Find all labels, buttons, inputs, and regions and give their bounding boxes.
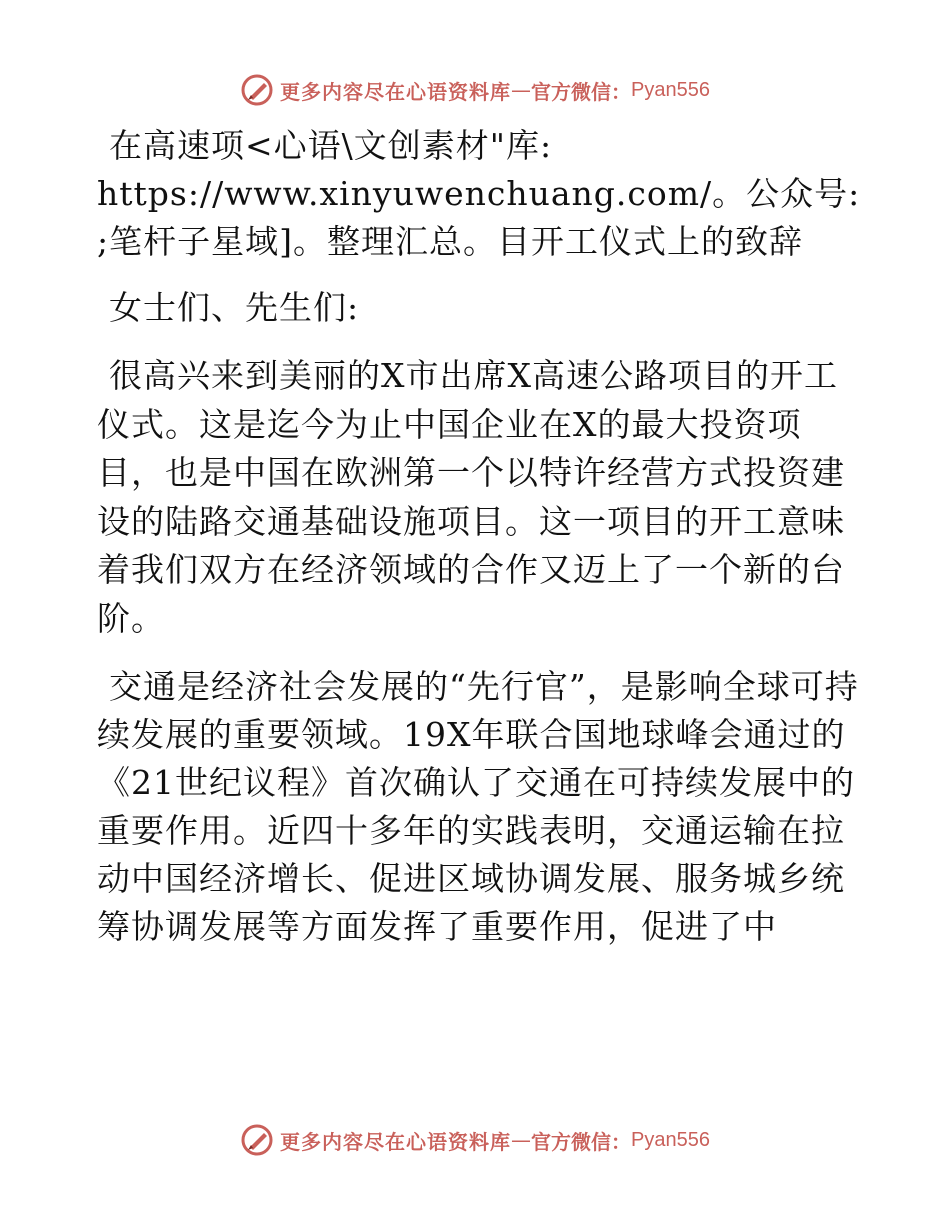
document-body	[97, 122, 867, 951]
banner-wechat-label: 官方微信：	[531, 1129, 632, 1154]
banner-main-text: 更多内容尽在心语资料库	[280, 79, 512, 104]
banner-separator: —	[511, 1128, 532, 1152]
paragraph-salutation: 女士们、先生们:	[109, 288, 360, 327]
pen-logo-icon	[240, 73, 274, 107]
paragraph-transport: 交通是经济社会发展的“先行官”，是影响全球可持续发展的重要领域。19X年联合国地球峰会通过的《21世纪议程》首次确认了交通在可持续发展中的重要作用。近四十多年的实践表明，交通运输在拉动中国经济增长、促进区域协调发展、服务城乡统筹协调发展等方面发挥了重要作用，促进了中	[97, 667, 859, 946]
paragraph-intro: 很高兴来到美丽的X市出席X高速公路项目的开工仪式。这是迄今为止中国企业在X的最大投资项目，也是中国在欧洲第一个以特许经营方式投资建设的陆路交通基础设施项目。这一项目的开工意味着我们双方在经济领域的合作又迈上了一个新的台阶。	[97, 356, 845, 638]
banner-separator: —	[511, 78, 532, 102]
banner-wechat-label: 官方微信：	[531, 79, 632, 104]
banner-main-text: 更多内容尽在心语资料库	[280, 1129, 512, 1154]
banner-wechat-id: Pyan556	[631, 78, 710, 101]
pen-logo-icon	[240, 1123, 274, 1157]
paragraph-title: 在高速项<心语\文创素材"库: https://www.xinyuwenchuang.com/。公众号: ;笔杆子星域]。整理汇总。目开工仪式上的致辞	[97, 126, 861, 261]
banner-wechat-id: Pyan556	[631, 1128, 710, 1151]
header-banner	[0, 70, 950, 110]
footer-banner	[0, 1120, 950, 1160]
